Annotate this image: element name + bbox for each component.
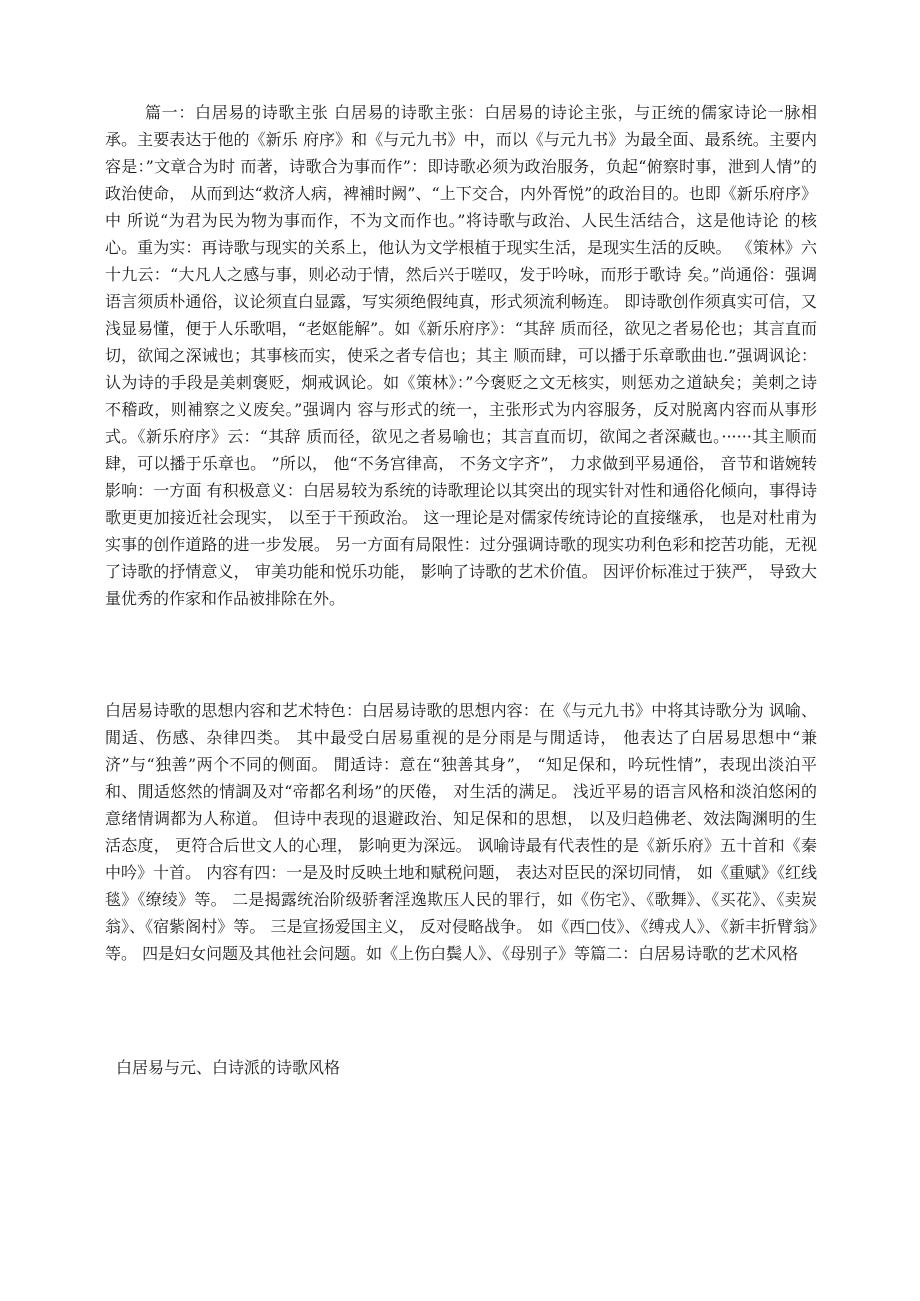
paragraph-poetry-content: 白居易诗歌的思想内容和艺术特色：白居易诗歌的思想内容：在《与元九书》中将其诗歌分为 讽喻、閒适、伤感、杂律四类。 其中最受白居易重视的是分雨是与閒适诗， 他表达了白居易思想中“兼济”与“独善”两个不同的侧面。 閒适诗：意在“独善其身”， “知足保和，吟玩性情”，表现出淡泊平和、閒适悠然的情調及对“帝都名利场”的厌倦， 对生活的满足。 浅近平易的语言风格和淡泊悠闲的意绪情调都为人称道。 但诗中表现的退避政治、知足保和的思想， 以及归趋佛老、效法陶渊明的生活态度， 更符合后世文人的心理， 影响更为深远。 讽喻诗最有代表性的是《新乐府》五十首和《秦中吟》十首。 内容有四：一是及时反映土地和赋税问题， 表达对臣民的深切同情， 如《重赋》《红线毯》《缭绫》等。 二是揭露统治阶级骄奢淫逸欺压人民的罪行，如《伤宅》、《歌舞》、《买花》、《卖炭翁》、《宿紫阁村》等。 三是宣扬爱国主义， 反对侵略战争。 如《西□伎》、《缚戎人》、《新丰折臂翁》等。 四是妇女问题及其他社会问题。如《上伤白鬓人》、《母别子》等篇二：白居易诗歌的艺术风格 <box>105 701 817 963</box>
paragraph-section-heading: 白居易与元、白诗派的诗歌风格 <box>116 1058 341 1077</box>
paragraph-poetic-theory: 篇一：白居易的诗歌主张 白居易的诗歌主张：白居易的诗论主张，与正统的儒家诗论一脉相承。主要表达于他的《新乐 府序》和《与元九书》中，而以《与元九书》为最全面、最系统。主要内容是：”文章合为时 而著，诗歌合为事而作”：即诗歌必须为政治服务，负起“俯察时事，泄到人情”的政治使命， 从而到达“救济人病，裨補时阙”、“上下交合，内外胥悦”的政治目的。也即《新乐府序》中 所说“为君为民为物为事而作，不为文而作也。”将诗歌与政治、人民生活结合，这是他诗论 的核心。重为实：再诗歌与现实的关系上，他认为文学根植于现实生活，是现实生活的反映。 《策林》六十九云：“大凡人之感与事，则必动于情，然后兴于嗟叹，发于吟咏，而形于歌诗 矣。”尚通俗：强调语言须质朴通俗，议论须直白显露，写实须绝假纯真，形式须流利畅连。 即诗歌创作须真实可信，又浅显易懂，便于人乐歌唱，“老妪能解”。如《新乐府序》：“其辞 质而径，欲见之者易伦也；其言直而切，欲闻之深诫也；其事核而实，使采之者专信也；其主 顺而肆，可以播于乐章歌曲也.”强调讽论：认为诗的手段是美刺褒贬，炯戒讽论。如《策林》：”今褒贬之文无核实，则惩劝之道缺矣；美刺之诗不稽政，则補察之义废矣。”强调内 容与形式的统一，主张形式为内容服务，反对脱离内容而从事形式。《新乐府序》云：“其辞 质而径，欲见之者易喻也；其言直而切，欲闻之者深藏也。······其主顺而肆，可以播于乐章也。 ”所以， 他“不务宫律高， 不务文字齐”， 力求做到平易通俗， 音节和谐婉转影响：一方面 有积极意义：白居易较为系统的诗歌理论以其突出的现实针对性和通俗化倾向，事得诗歌更更加接近社会现实， 以至于干预政治。 这一理论是对儒家传统诗论的直接继承， 也是对杜甫为实事的创作道路的进一步发展。 另一方面有局限性：过分强调诗歌的现实功利色彩和挖苦功能，无视了诗歌的抒情意义， 审美功能和悦乐功能， 影响了诗歌的艺术价值。 因评价标准过于狭严， 导致大量优秀的作家和作品被排除在外。 <box>105 103 817 608</box>
